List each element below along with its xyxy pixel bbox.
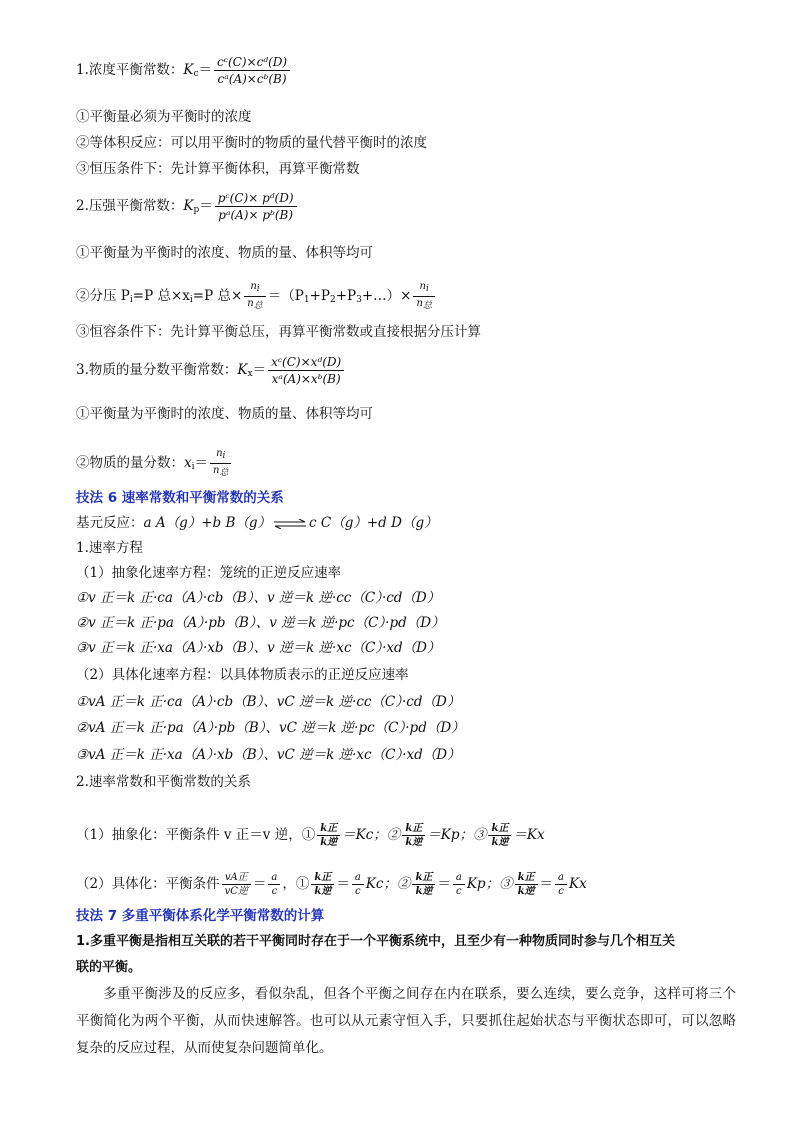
list-item: ①平衡量必须为平衡时的浓度 xyxy=(76,109,252,125)
technique-7-heading: 技法 7 多重平衡体系化学平衡常数的计算 xyxy=(76,908,325,924)
subsection-title: （1）抽象化速率方程：笼统的正逆反应速率 xyxy=(76,565,342,581)
mole-fraction: $\frac{ni}{\text{n总}}$ xyxy=(413,280,434,313)
subsection-title: （2）具体化速率方程：以具体物质表示的正逆反应速率 xyxy=(76,667,409,683)
a-over-c: $\frac{a}{c}$ xyxy=(453,871,465,898)
a-over-c: $\frac{a}{c}$ xyxy=(555,871,567,898)
subsection-title: 2.速率常数和平衡常数的关系 xyxy=(76,774,251,790)
list-item: ①平衡量为平衡时的浓度、物质的量、体积等均可 xyxy=(76,406,373,422)
mole-fraction-equilibrium-constant: 3.物质的量分数平衡常数：$K_x=$ $\frac{\text{xᶜ(C)×xᵈ(D)}}{\text{xᵃ(A)×xᵇ(B)}}$ xyxy=(76,354,346,387)
section-title: 1.浓度平衡常数： xyxy=(76,62,184,78)
subsection-title: 1.速率方程 xyxy=(76,540,143,556)
section-title: 3.物质的量分数平衡常数： xyxy=(76,362,238,378)
concentration-equilibrium-constant: 1.浓度平衡常数：$K_c=$ $\frac{\text{cᶜ(C)×cᵈ(D)}}{\text{cᵃ(A)×cᵇ(B)}}$ xyxy=(76,54,292,87)
elementary-reaction: 基元反应：a A（g）+b B（g） c C（g）+d D（g） xyxy=(76,515,438,531)
mole-fraction-formula: ②物质的量分数：$x_i=$ $\frac{ni}{\text{n总}}$ xyxy=(76,447,233,480)
abstract-relation: （1）抽象化：平衡条件 v 正＝v 逆，① $\frac{\text{k正}}{\text{k逆}}$ ＝Kc；② $\frac{\text{k正}}{\text{k逆}}$ ＝Kp；③ $\frac{\text{k正}}{\text{k逆}}$ ＝Kx xyxy=(76,823,545,848)
k-ratio: $\frac{\text{k正}}{\text{k逆}}$ xyxy=(311,871,334,898)
concrete-relation: （2）具体化：平衡条件 $\frac{\text{vA正}}{\text{vC逆}}$ ＝ $\frac{a}{c}$ ，① $\frac{\text{k正}}{\text{k逆}}$ ＝ $\frac{a}{c}$ Kc；② $\frac{\text{k正}}{\text{k逆}}$ ＝ $\frac{a}{c}$ Kp；③ $\frac{\text{k正}}{\text{k逆}}$ ＝ $\frac{a}{c}$ Kx xyxy=(76,872,587,897)
explanation-paragraph: 多重平衡涉及的反应多，看似杂乱，但各个平衡之间存在内在联系，要么连续，要么竞争，这样可将三个平衡简化为两个平衡，从而快速解答。也可以从元素守恒入手，只要抓住起始状态与平衡状态即可，可以忽略复杂的反应过程，从而使复杂问题简单化。 xyxy=(76,986,736,1056)
kc-fraction: $\frac{\text{cᶜ(C)×cᵈ(D)}}{\text{cᵃ(A)×cᵇ(B)}}$ xyxy=(214,54,290,87)
section-title: 2.压强平衡常数： xyxy=(76,198,184,214)
rate-equation: ②vA 正＝k 正·pa（A）·pb（B）、vC 逆＝k 逆·pc（C）·pd（D） xyxy=(76,720,465,736)
technique-6-heading: 技法 6 速率常数和平衡常数的关系 xyxy=(76,490,284,506)
equilibrium-arrow-icon xyxy=(273,519,307,529)
k-ratio: $\frac{\text{k正}}{\text{k逆}}$ xyxy=(402,822,425,849)
list-item: ③恒容条件下：先计算平衡总压，再算平衡常数或直接根据分压计算 xyxy=(76,324,481,340)
list-item: ②等体积反应：可以用平衡时的物质的量代替平衡时的浓度 xyxy=(76,135,427,151)
a-over-c: $\frac{a}{c}$ xyxy=(352,871,364,898)
rate-equation: ③v 正＝k 正·xa（A）·xb（B）、v 逆＝k 逆·xc（C）·xd（D） xyxy=(76,640,441,656)
k-ratio: $\frac{\text{k正}}{\text{k逆}}$ xyxy=(317,822,340,849)
a-over-c: $\frac{a}{c}$ xyxy=(268,871,280,898)
k-ratio: $\frac{\text{k正}}{\text{k逆}}$ xyxy=(488,822,511,849)
rate-equation: ②v 正＝k 正·pa（A）·pb（B）、v 逆＝k 逆·pc（C）·pd（D） xyxy=(76,615,445,631)
kx-fraction: $\frac{\text{xᶜ(C)×xᵈ(D)}}{\text{xᵃ(A)×xᵇ(B)}}$ xyxy=(268,354,344,387)
k-ratio: $\frac{\text{k正}}{\text{k逆}}$ xyxy=(412,871,435,898)
mole-fraction: $\frac{ni}{\text{n总}}$ xyxy=(210,447,231,480)
rate-equation: ①vA 正＝k 正·ca（A）·cb（B）、vC 逆＝k 逆·cc（C）·cd（D） xyxy=(76,694,461,710)
list-item: ③恒压条件下：先计算平衡体积，再算平衡常数 xyxy=(76,161,360,177)
partial-pressure-formula: ②分压 $P_i=P$ 总$\times x_i=P$ 总× $\frac{ni}{\text{n总}}$ $=(P_1+P_2+P_3+\dots)\times$ $\frac{ni}{\text{n总}}$ xyxy=(76,280,437,313)
definition-line: 1.多重平衡是指相互关联的若干平衡同时存在于一个平衡系统中，且至少有一种物质同时参与几个相互关 xyxy=(76,934,675,949)
definition-line: 联的平衡。 xyxy=(76,960,142,975)
v-ratio: $\frac{\text{vA正}}{\text{vC逆}}$ xyxy=(222,871,251,898)
rate-equation: ③vA 正＝k 正·xa（A）·xb（B）、vC 逆＝k 逆·xc（C）·xd（D） xyxy=(76,747,461,763)
list-item: ①平衡量为平衡时的浓度、物质的量、体积等均可 xyxy=(76,245,373,261)
mole-fraction: $\frac{ni}{\text{n总}}$ xyxy=(244,280,265,313)
k-ratio: $\frac{\text{k正}}{\text{k逆}}$ xyxy=(515,871,538,898)
kp-fraction: $\frac{\text{pᶜ(C)× pᵈ(D)}}{\text{pᵃ(A)× pᵇ(B)}}$ xyxy=(215,190,297,223)
pressure-equilibrium-constant: 2.压强平衡常数：$K_p=$ $\frac{\text{pᶜ(C)× pᵈ(D)}}{\text{pᵃ(A)× pᵇ(B)}}$ xyxy=(76,190,299,223)
rate-equation: ①v 正＝k 正·ca（A）·cb（B）、v 逆＝k 逆·cc（C）·cd（D） xyxy=(76,590,441,606)
